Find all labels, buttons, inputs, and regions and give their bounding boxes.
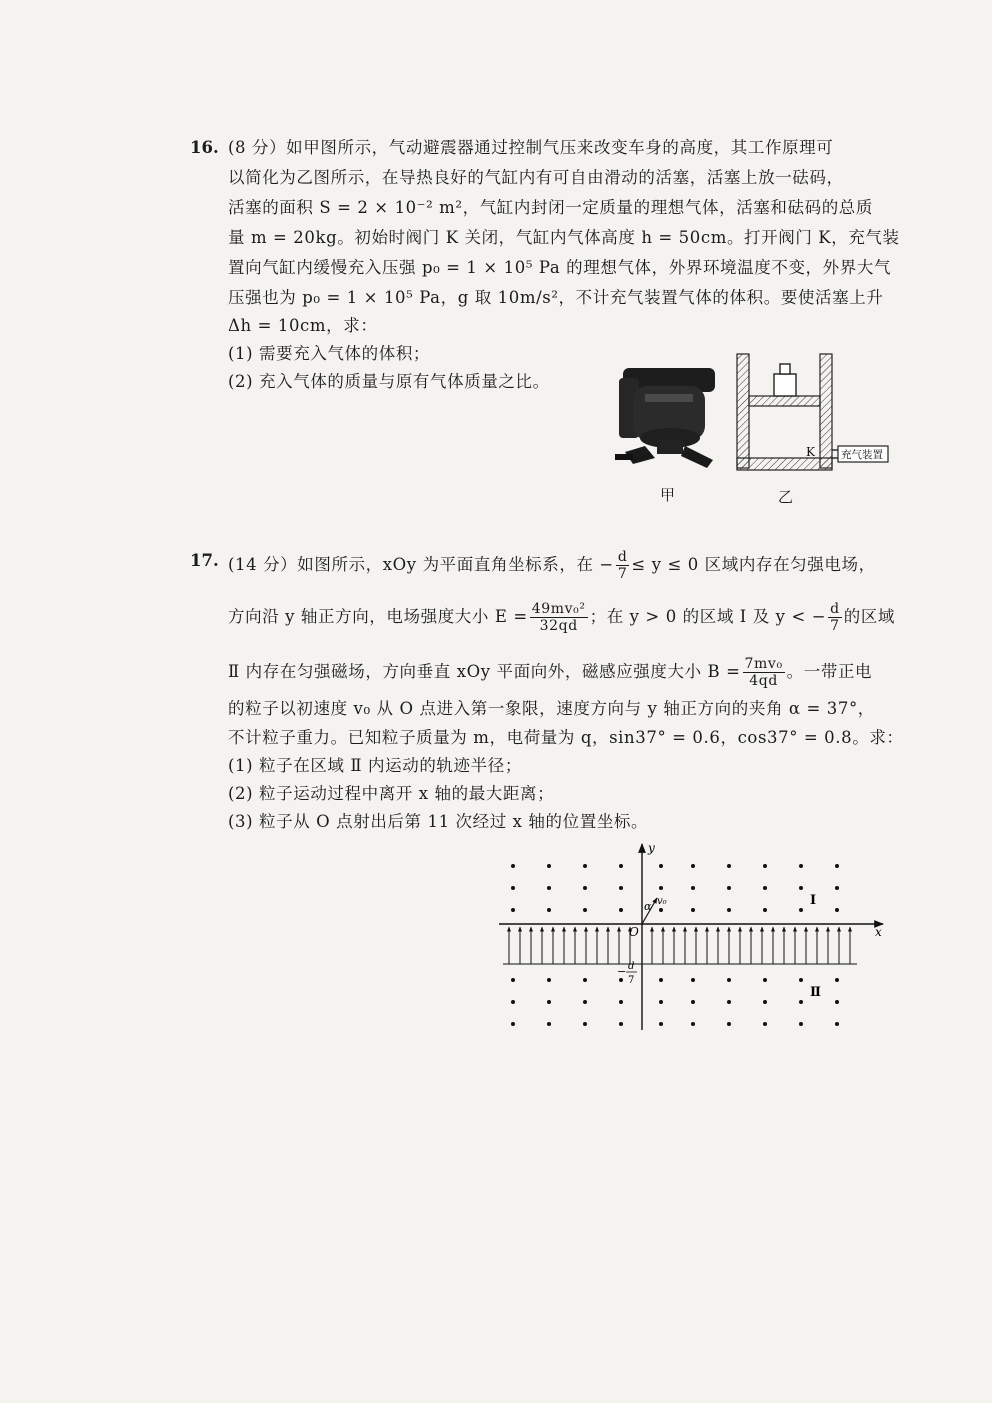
field-dot: [583, 978, 587, 982]
region-1-label: Ⅰ: [810, 893, 817, 908]
field-dot: [511, 864, 515, 868]
q16-line-6: 压强也为 p₀ = 1 × 10⁵ Pa，g 取 10m/s²，不计充气装置气体的体积。要使活塞上升: [228, 288, 884, 307]
electric-field-fraction: [530, 601, 588, 634]
q16-line-7: Δh = 10cm，求：: [228, 316, 378, 335]
valve-label: K: [806, 445, 815, 459]
field-dot: [659, 908, 663, 912]
q17-line-3-text-b: 。一带正电: [786, 662, 873, 681]
q17-line-1-text-b: ≤ y ≤ 0 区域内存在匀强电场，: [631, 555, 876, 574]
x-axis-label: x: [875, 925, 882, 939]
field-dot: [835, 1000, 839, 1004]
field-dot: [835, 978, 839, 982]
field-dot: [763, 908, 767, 912]
q16-subq-2: (2) 充入气体的质量与原有气体质量之比。: [228, 372, 550, 391]
q17-line-1: [228, 549, 876, 582]
field-dot: [835, 864, 839, 868]
field-dot: [619, 886, 623, 890]
field-dot: [583, 886, 587, 890]
electric-field-lines: [509, 927, 850, 964]
q17-line-2: [228, 601, 895, 634]
fraction-numerator: d: [830, 601, 840, 617]
angle-alpha-label: α: [644, 900, 652, 913]
field-dot: [583, 1000, 587, 1004]
field-diagram: [495, 838, 895, 1038]
fraction-denominator: 7: [617, 566, 628, 582]
q17-line-2-text-c: 的区域: [843, 607, 896, 626]
field-dot: [727, 908, 731, 912]
tick-sign: −: [617, 965, 627, 978]
field-dot: [619, 908, 623, 912]
field-dot: [799, 978, 803, 982]
field-dot: [799, 864, 803, 868]
field-dot: [583, 1022, 587, 1026]
field-dot: [659, 886, 663, 890]
q16-line-5: 置向气缸内缓慢充入压强 p₀ = 1 × 10⁵ Pa 的理想气体，外界环境温度不变，外界大气: [228, 258, 892, 277]
field-dot: [727, 886, 731, 890]
q17-line-3: [228, 656, 872, 689]
q16-subq-1: (1) 需要充入气体的体积；: [228, 344, 431, 363]
tick-numerator: d: [628, 961, 635, 972]
field-dot: [691, 978, 695, 982]
field-dot: [511, 1000, 515, 1004]
field-dot: [659, 864, 663, 868]
fraction-d-over-7: [616, 549, 630, 582]
velocity-label: v₀: [657, 896, 667, 907]
field-dot: [763, 886, 767, 890]
charging-device-label: 充气装置: [841, 449, 883, 461]
q17-line-2-text-b: ；在 y > 0 的区域 Ⅰ 及 y < −: [589, 607, 827, 626]
field-dot: [727, 1022, 731, 1026]
field-dot: [799, 908, 803, 912]
field-dot: [583, 864, 587, 868]
question-17-number: 17.: [190, 551, 219, 570]
shock-absorber-figure: [615, 360, 725, 472]
q17-line-3-text-a: Ⅱ 内存在匀强磁场，方向垂直 xOy 平面向外，磁感应强度大小 B =: [228, 662, 741, 681]
q17-subq-3: (3) 粒子从 O 点射出后第 11 次经过 x 轴的位置坐标。: [228, 812, 649, 831]
field-dot: [691, 864, 695, 868]
field-dot: [835, 1022, 839, 1026]
field-dot: [511, 978, 515, 982]
fraction-denominator: 32qd: [539, 618, 578, 634]
tick-denominator: 7: [628, 975, 635, 986]
field-dot: [763, 1022, 767, 1026]
field-dot: [547, 1022, 551, 1026]
field-dot: [659, 1022, 663, 1026]
field-dot: [547, 886, 551, 890]
fraction-denominator: 7: [830, 618, 840, 634]
field-dot: [727, 1000, 731, 1004]
field-dot: [691, 1022, 695, 1026]
field-dot: [763, 978, 767, 982]
field-dot: [691, 1000, 695, 1004]
field-dot: [727, 978, 731, 982]
figure-b-caption: 乙: [778, 488, 794, 506]
fraction-numerator: d: [617, 549, 628, 565]
fraction-numerator: 49mv₀²: [531, 601, 586, 617]
field-dot: [619, 1022, 623, 1026]
region-2-label: Ⅱ: [810, 985, 821, 1000]
field-dot: [799, 1000, 803, 1004]
magnetic-field-dots: [511, 864, 839, 1026]
field-dot: [547, 908, 551, 912]
field-dot: [763, 864, 767, 868]
field-dot: [511, 1022, 515, 1026]
field-dot: [835, 908, 839, 912]
q17-line-1-text-a: (14 分）如图所示，xOy 为平面直角坐标系，在 −: [228, 555, 614, 574]
field-dot: [763, 1000, 767, 1004]
q17-subq-1: (1) 粒子在区域 Ⅱ 内运动的轨迹半径；: [228, 756, 522, 775]
y-axis-label: y: [648, 841, 655, 855]
field-dot: [659, 1000, 663, 1004]
field-dot: [659, 978, 663, 982]
field-dot: [835, 886, 839, 890]
field-dot: [547, 1000, 551, 1004]
field-dot: [619, 978, 623, 982]
field-dot: [691, 908, 695, 912]
q17-line-2-text-a: 方向沿 y 轴正方向，电场强度大小 E =: [228, 607, 528, 626]
field-dot: [691, 886, 695, 890]
field-dot: [727, 864, 731, 868]
figure-a-caption: 甲: [660, 486, 676, 504]
field-dot: [799, 886, 803, 890]
q16-line-2: 以简化为乙图所示，在导热良好的气缸内有可自由滑动的活塞，活塞上放一砝码，: [228, 168, 844, 187]
field-dot: [583, 908, 587, 912]
field-dot: [799, 1022, 803, 1026]
q16-line-4: 量 m = 20kg。初始时阀门 K 关闭，气缸内气体高度 h = 50cm。打开阀门 K，充气装: [228, 228, 900, 247]
magnetic-field-fraction: [743, 656, 785, 689]
cylinder-diagram: [732, 350, 897, 478]
q17-line-4: 的粒子以初速度 v₀ 从 O 点进入第一象限，速度方向与 y 轴正方向的夹角 α = 37°，: [228, 699, 875, 718]
question-16-number: 16.: [190, 138, 219, 157]
field-dot: [619, 1000, 623, 1004]
q16-line-3: 活塞的面积 S = 2 × 10⁻² m²，气缸内封闭一定质量的理想气体，活塞和砝码的总质: [228, 198, 874, 217]
field-dot: [547, 978, 551, 982]
field-dot: [619, 864, 623, 868]
origin-label: O: [629, 925, 639, 939]
q17-line-5: 不计粒子重力。已知粒子质量为 m，电荷量为 q，sin37° = 0.6，cos37° = 0.8。求：: [228, 728, 904, 747]
q17-subq-2: (2) 粒子运动过程中离开 x 轴的最大距离；: [228, 784, 555, 803]
fraction-d-over-7: [828, 601, 842, 634]
q16-line-1: (8 分）如甲图所示，气动避震器通过控制气压来改变车身的高度，其工作原理可: [228, 138, 834, 157]
fraction-denominator: 4qd: [749, 673, 778, 689]
field-dot: [511, 886, 515, 890]
fraction-numerator: 7mv₀: [744, 656, 783, 672]
field-dot: [511, 908, 515, 912]
field-dot: [547, 864, 551, 868]
